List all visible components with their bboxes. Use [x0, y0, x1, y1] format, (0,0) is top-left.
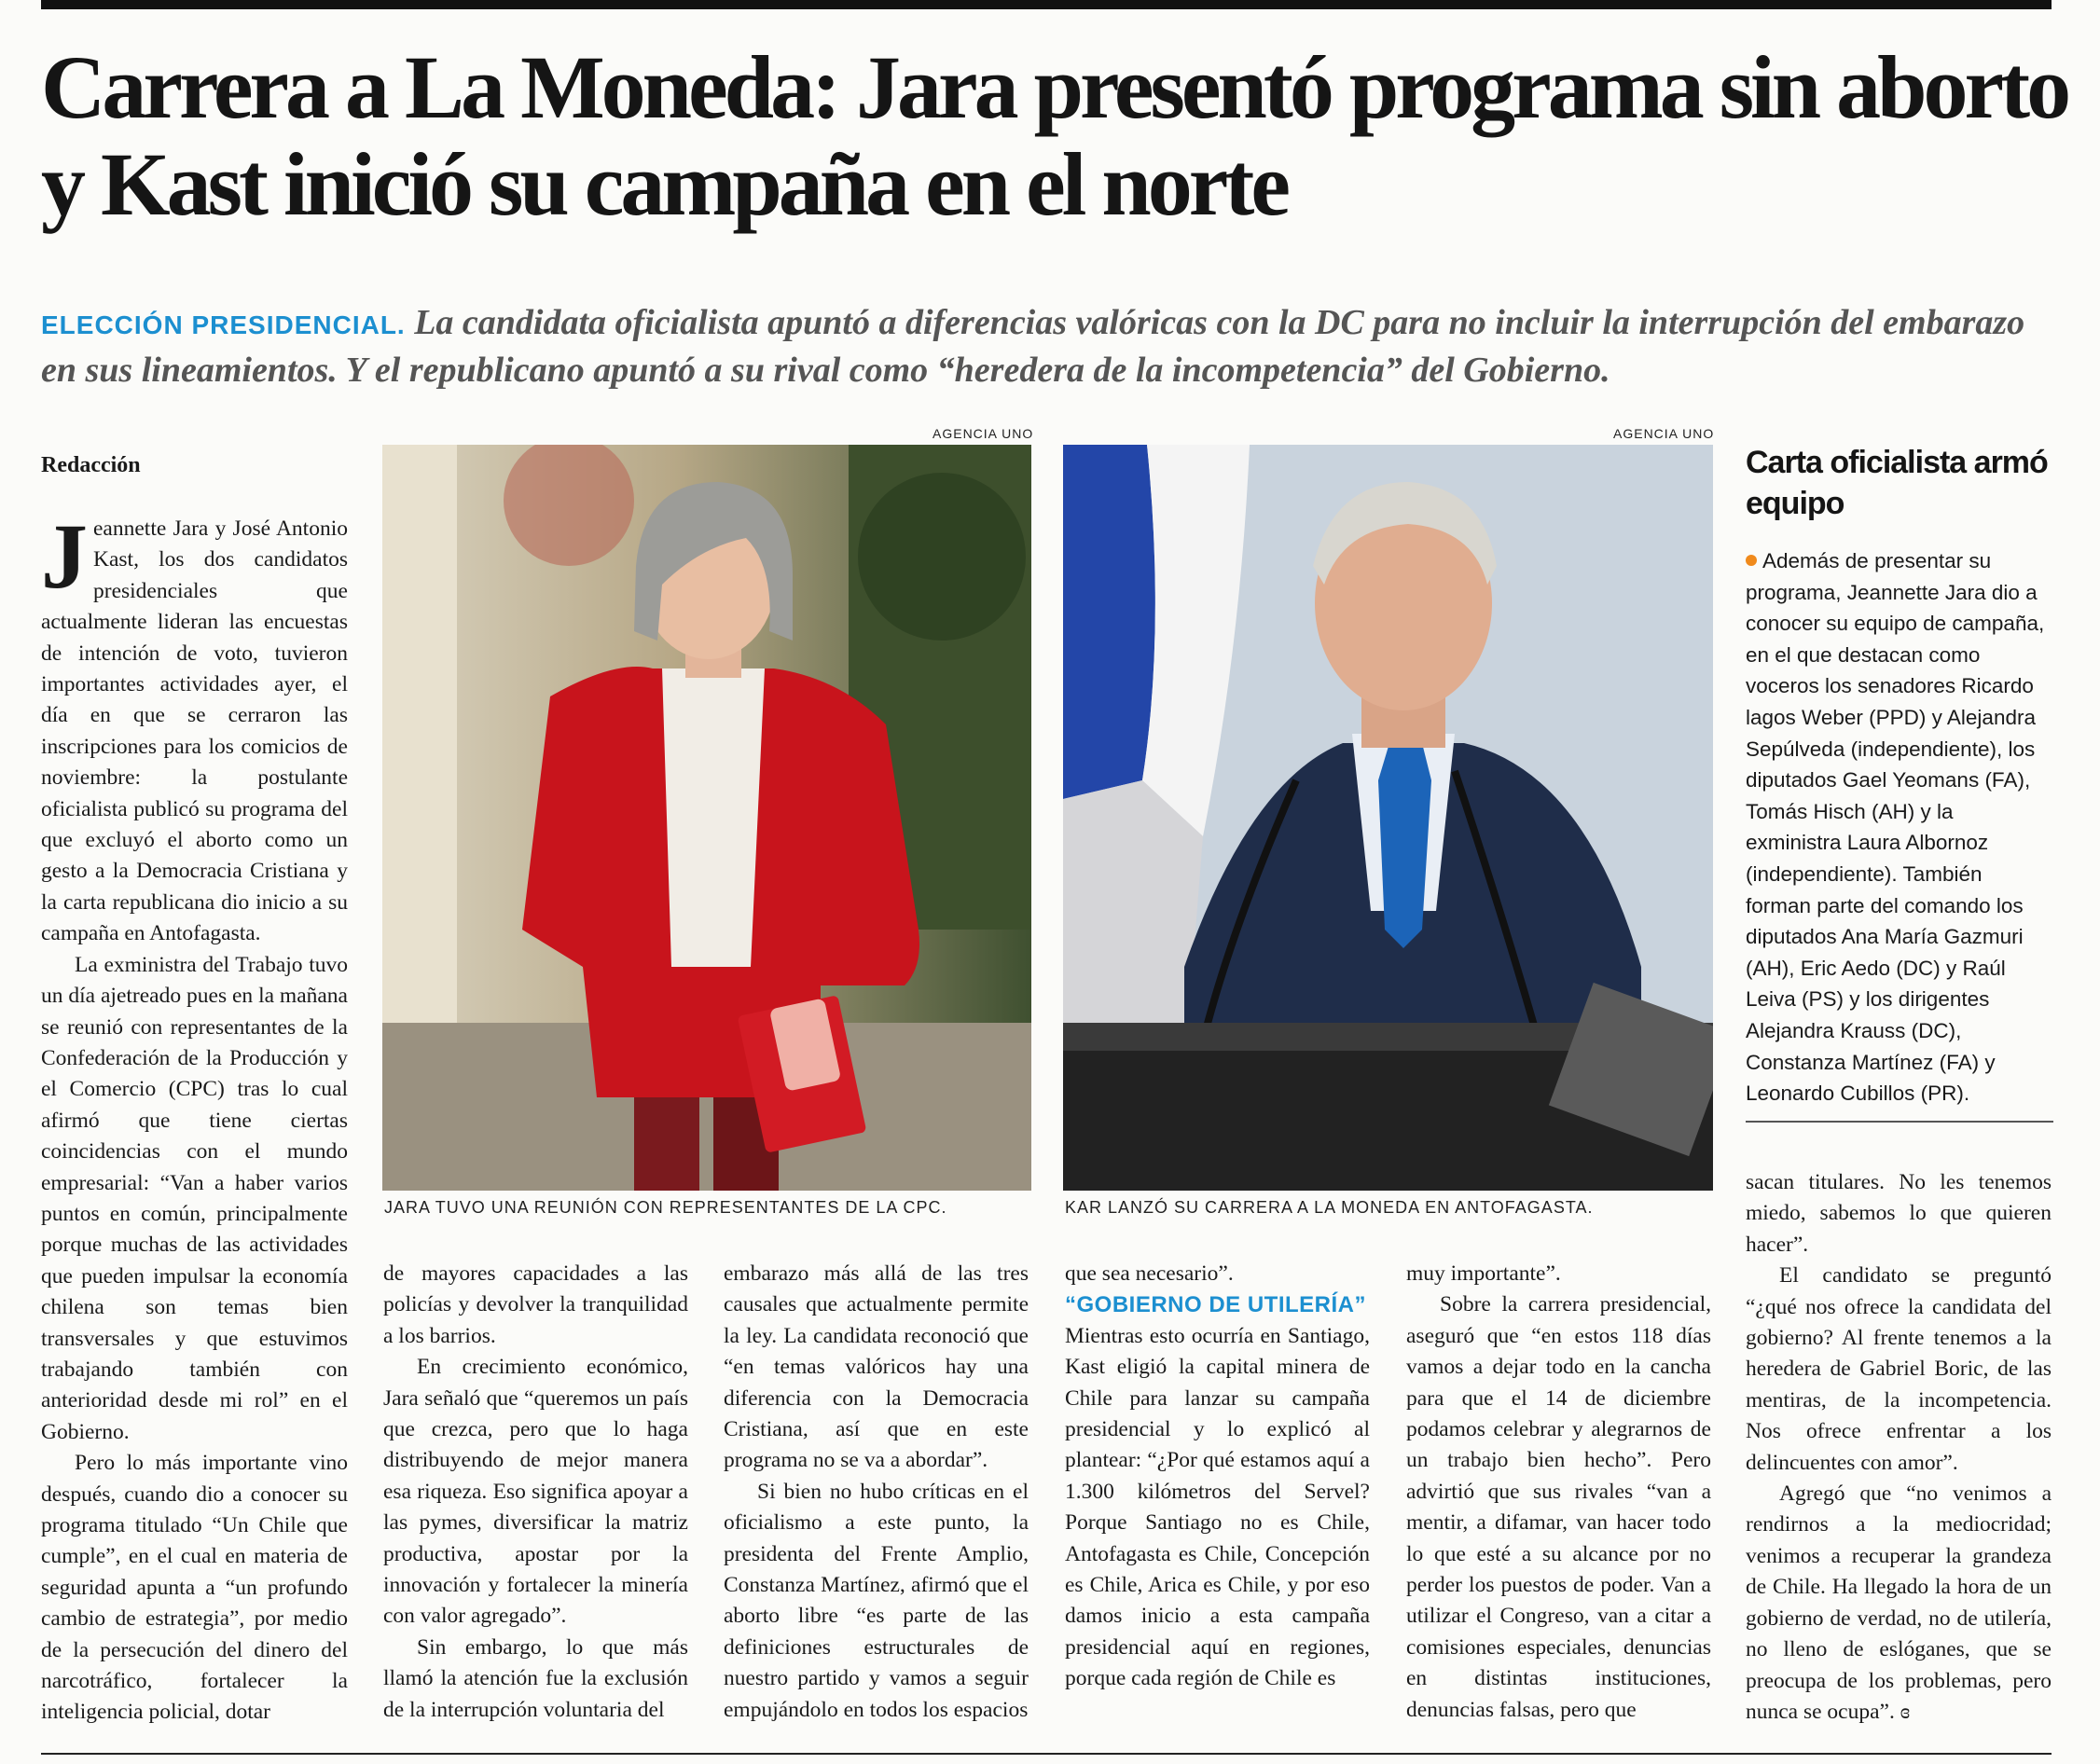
paragraph: El candidato se preguntó “¿qué nos ofrece la candidata del gobierno? Al frente tenemos a la heredera de Gabriel Boric, de las mentiras, de la incompetencia. Nos ofrece enfrentar a los delincuentes con amor”. — [1746, 1263, 2052, 1475]
paragraph: Sobre la carrera presidencial, aseguró que “en estos 118 días vamos a dejar todo en la cancha para que el 14 de diciembre podamos celebrar y alegrarnos de un trabajo bien hecho”. Pero advirtió que sus rivales “van a mentir, a difamar, van hacer todo lo que esté a su alcance por no perder los puestos de poder. Van a utilizar el Congreso, van a citar a comisiones especiales, denuncias en distintas instituciones, denuncias falsas, pero que — [1406, 1292, 1711, 1722]
photo-jara-image — [382, 445, 1031, 1191]
paragraph: muy importante”. — [1406, 1261, 1561, 1286]
deck-kicker: ELECCIÓN PRESIDENCIAL. — [41, 310, 406, 339]
paragraph: La exministra del Trabajo tuvo un día ajetreado pues en la mañana se reunió con representantes de la Confederación de la Producción y el Comercio (CPC) tras lo cual afirmó que tiene ciertas coincidencias con el mundo empresarial: “Van a haber varios puntos en común, principalmente porque muchas de las actividades que pueden impulsar la economía chilena son temas bien transversales y que estuvimos trabajando también con anterioridad desde mi rol” en el Gobierno. — [41, 952, 348, 1444]
photo-caption: JARA TUVO UNA REUNIÓN CON REPRESENTANTES DE LA CPC. — [384, 1198, 947, 1217]
article-column-1 — [41, 504, 348, 1729]
end-mark-icon: ɞ — [1900, 1699, 1911, 1724]
paragraph: de mayores capacidades a las policías y devolver la tranquilidad a los barrios. — [383, 1261, 688, 1348]
photo-credit: AGENCIA UNO — [933, 426, 1034, 441]
drop-cap: J — [41, 504, 88, 608]
paragraph: sacan titulares. No les tenemos miedo, sabemos lo que quieren hacer”. — [1746, 1170, 2052, 1257]
byline: Redacción — [41, 453, 141, 477]
photo-jara — [382, 445, 1031, 1191]
article-column-6 — [1746, 1167, 2052, 1728]
paragraph: Pero lo más importante vino después, cuando dio a conocer su programa titulado “Un Chile que cumple”, en el cual en materia de seguridad apunta a “un profundo cambio de estrategia”, por medio de la persecución del dinero del narcotráfico, fortalecer la inteligencia policial, dotar — [41, 1451, 348, 1725]
paragraph: Sin embargo, lo que más llamó la atención fue la exclusión de la interrupción voluntaria del — [383, 1634, 688, 1722]
bottom-rule — [41, 1753, 2052, 1755]
bullet-icon — [1746, 555, 1757, 566]
sidebar-divider — [1746, 1121, 2053, 1123]
sidebar-title: Carta oficialista armó equipo — [1746, 445, 2048, 521]
deck — [41, 300, 2065, 393]
photo-kast — [1063, 445, 1713, 1191]
photo-credit: AGENCIA UNO — [1613, 426, 1715, 441]
top-rule — [41, 0, 2052, 9]
sidebar-body — [1746, 545, 2046, 1109]
article-column-2 — [383, 1259, 688, 1726]
paragraph: Mientras esto ocurría en Santiago, Kast eligió la capital minera de Chile para lanzar su campaña presidencial y lo explicó al plantear: “¿Por qué estamos aquí a 1.300 kilómetros del Servel? Porque Santiago no es Chile, Antofagasta es Chile, Concepción es Chile, Arica es Chile, y por eso damos inicio a esta campaña presidencial aquí en regiones, porque cada región de Chile es — [1065, 1323, 1370, 1691]
article-column-3 — [724, 1259, 1029, 1726]
paragraph: En crecimiento económico, Jara señaló que “queremos un país que crezca, pero que lo haga distribuyendo de mejor manera esa riqueza. Eso significa apoyar a las pymes, diversificar la matriz productiva, apostar por la innovación y fortalecer la minería con valor agregado”. — [383, 1355, 688, 1629]
paragraph: Jeannette Jara y José Antonio Kast, los dos candidatos presidenciales que actualmente lideran las encuestas de intención de voto, tuvieron importantes actividades ayer, el día en que se cerraron las inscripciones para los comicios de noviembre: la postulante oficialista publicó su programa del que excluyó el aborto como un gesto a la Democracia Cristiana y la carta republicana dio inicio a su campaña en Antofagasta. — [41, 504, 348, 946]
article-column-4 — [1065, 1259, 1370, 1695]
photo-kast-image — [1063, 445, 1713, 1191]
article-column-5 — [1406, 1259, 1711, 1726]
paragraph: que sea necesario”. — [1065, 1261, 1234, 1286]
deck-text: La candidata oficialista apuntó a diferencias valóricas con la DC para no incluir la interrupción del embarazo en sus lineamientos. Y el republicano apuntó a su rival como “heredera de la incompetencia” del Gobierno. — [41, 303, 2025, 390]
photo-caption: KAR LANZÓ SU CARRERA A LA MONEDA EN ANTOFAGASTA. — [1065, 1198, 1594, 1217]
paragraph: Si bien no hubo críticas en el oficialismo a este punto, la presidenta del Frente Amplio, Constanza Martínez, afirmó que el aborto libre “es parte de las definiciones estructurales de nuestro partido y vamos a seguir empujándolo en todos los espacios — [724, 1479, 1029, 1722]
paragraph: Agregó que “no venimos a rendirnos a la mediocridad; venimos a recuperar la grandeza de Chile. Ha llegado la hora de un gobierno de verdad, no de utilería, no lleno de eslóganes, que se preocupa de los problemas, pero nunca se ocupa”. ɞ — [1746, 1481, 2052, 1724]
sidebar-text: Además de presentar su programa, Jeannette Jara dio a conocer su equipo de campaña, en el que destacan como voceros los senadores Ricardo lagos Weber (PPD) y Alejandra Sepúlveda (independiente), los diputados Gael Yeomans (FA), Tomás Hisch (AH) y la exministra Laura Albornoz (independiente). También forman parte del comando los diputados Ana María Gazmuri (AH), Eric Aedo (DC) y Raúl Leiva (PS) y los dirigentes Alejandra Krauss (DC), Constanza Martínez (FA) y Leonardo Cubillos (PR). — [1746, 549, 2045, 1106]
headline: Carrera a La Moneda: Jara presentó programa sin aborto y Kast inició su campaña en el norte — [41, 37, 2068, 234]
paragraph: embarazo más allá de las tres causales que actualmente permite la ley. La candidata reconoció que “en temas valóricos hay una diferencia con la Democracia Cristiana, así que en este programa no se va a abordar”. — [724, 1261, 1029, 1473]
section-subhead: “GOBIERNO DE UTILERÍA” — [1065, 1292, 1367, 1318]
